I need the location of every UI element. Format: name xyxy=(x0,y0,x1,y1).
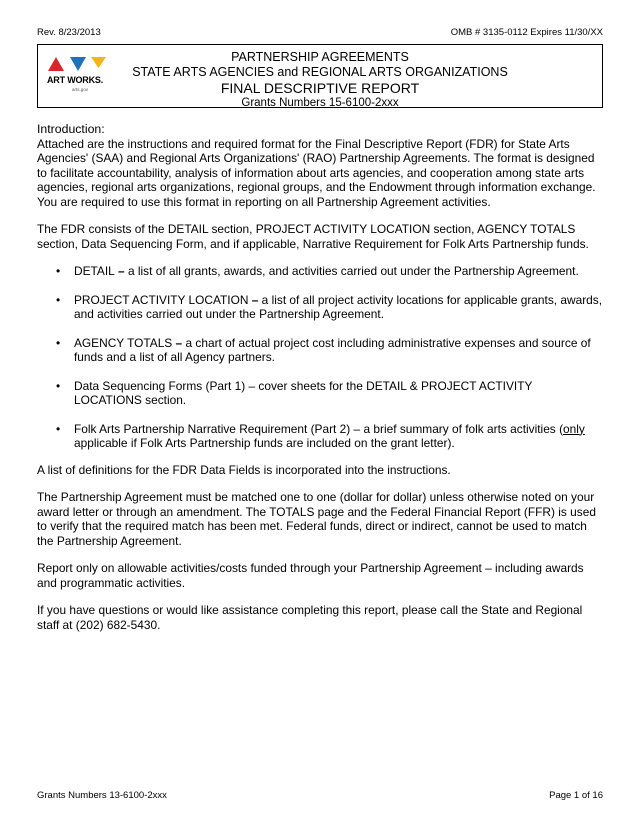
revision-date: Rev. 8/23/2013 xyxy=(37,27,101,38)
component-list xyxy=(37,264,603,451)
only-underlined: only xyxy=(563,421,585,436)
list-item: • Data Sequencing Forms (Part 1) – cover sheets for the DETAIL & PROJECT ACTIVITY LOCATIONS section. xyxy=(74,379,603,408)
title-report: FINAL DESCRIPTIVE REPORT xyxy=(220,80,420,96)
footer-grants: Grants Numbers 13-6100-2xxx xyxy=(37,790,167,801)
logo-text: ART WORKS. xyxy=(47,75,103,85)
consists-paragraph: The FDR consists of the DETAIL section, PROJECT ACTIVITY LOCATION section, AGENCY TOTALS section, Data Sequencing Form, and if applicable, Narrative Requirement for Folk Arts Partnership funds. xyxy=(37,222,589,251)
header-titles xyxy=(38,50,602,110)
list-item: • PROJECT ACTIVITY LOCATION – a list of all project activity locations for applicable grants, awards, and activities carried out under the Partnership Agreement. xyxy=(74,293,603,322)
document-body xyxy=(37,122,603,632)
title-partnership: PARTNERSHIP AGREEMENTS xyxy=(231,50,409,64)
list-item: • DETAIL – a list of all grants, awards, and activities carried out under the Partnership Agreement. xyxy=(74,264,603,279)
intro-label: Introduction: xyxy=(37,122,105,136)
definitions-paragraph: A list of definitions for the FDR Data Fields is incorporated into the instructions. xyxy=(37,462,451,477)
logo-subtext: arts.gov xyxy=(72,87,89,92)
title-grants: Grants Numbers 15-6100-2xxx xyxy=(241,97,399,109)
omb-number: OMB # 3135-0112 Expires 11/30/XX xyxy=(450,27,603,38)
list-item: • AGENCY TOTALS – a chart of actual project cost including administrative expenses and source of funds and a list of all Agency partners. xyxy=(74,336,603,365)
report-only-paragraph: Report only on allowable activities/costs funded through your Partnership Agreement – including awards and programmatic activities. xyxy=(37,561,584,590)
title-agencies: STATE ARTS AGENCIES and REGIONAL ARTS ORGANIZATIONS xyxy=(132,65,508,79)
match-paragraph: The Partnership Agreement must be matched one to one (dollar for dollar) unless otherwise noted on your award letter or through an amendment. The TOTALS page and the Federal Financial Report (FFR) is used to verify that the required match has been met. Federal funds, direct or indirect, cannot be used to match the Partnership Agreement. xyxy=(37,490,596,548)
intro-paragraph: Attached are the instructions and required format for the Final Descriptive Report (FDR) for State Arts Agencies' (SAA) and Regional Arts Organizations' (RAO) Partnership Agreements. The format is designed to facilitate accountability, analysis of information about arts agencies, and cooperation among state arts agencies, regional arts organizations, regional groups, and the Endowment through information exchange. You are required to use this format in reporting on all Partnership Agreement activities. xyxy=(37,136,596,209)
questions-paragraph: If you have questions or would like assistance completing this report, please call the State and Regional staff at (202) 682-5430. xyxy=(37,603,583,632)
footer-page-number: Page 1 of 16 xyxy=(549,790,603,801)
header-box xyxy=(37,44,603,108)
list-item: • Folk Arts Partnership Narrative Requirement (Part 2) – a brief summary of folk arts activities (only applicable if Folk Arts Partnership funds are included on the grant letter). xyxy=(74,422,603,451)
